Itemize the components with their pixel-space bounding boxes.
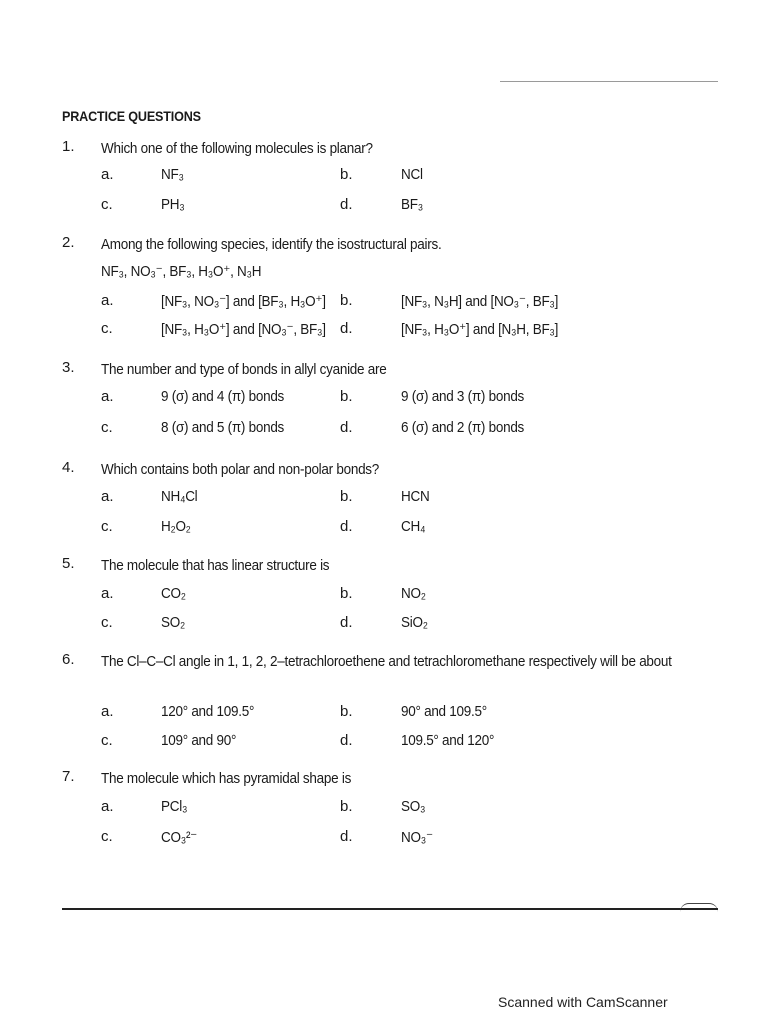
option-text: 9 (σ) and 4 (π) bonds: [161, 388, 285, 405]
options-row: [0, 388, 768, 410]
option-label: a.: [101, 585, 114, 602]
options-row: [0, 798, 768, 820]
option-text: H₂O₂: [161, 518, 191, 535]
option-text: [NF₃, H₃O⁺] and [N₃H, BF₃]: [401, 321, 559, 338]
question-text: The molecule which has pyramidal shape is: [101, 770, 352, 787]
option-text: 109.5° and 120°: [401, 732, 495, 749]
option-text: [NF₃, NO₃⁻] and [BF₃, H₃O⁺]: [161, 293, 326, 310]
option-text: 6 (σ) and 2 (π) bonds: [401, 419, 525, 436]
options-row: [0, 292, 768, 314]
option-text: 9 (σ) and 3 (π) bonds: [401, 388, 525, 405]
option-label: d.: [340, 614, 353, 631]
bottom-rule: [62, 908, 718, 910]
question-text: Which contains both polar and non-polar bonds?: [101, 461, 380, 478]
option-label: b.: [340, 703, 353, 720]
option-label: b.: [340, 585, 353, 602]
options-row: [0, 166, 768, 188]
option-label: b.: [340, 388, 353, 405]
options-row: [0, 828, 768, 850]
option-text: SO₂: [161, 614, 185, 631]
options-row: [0, 488, 768, 510]
option-text: NO₂: [401, 585, 426, 602]
option-label: c.: [101, 828, 113, 845]
options-row: [0, 518, 768, 540]
option-text: 8 (σ) and 5 (π) bonds: [161, 419, 285, 436]
option-text: [NF₃, H₃O⁺] and [NO₃⁻, BF₃]: [161, 321, 326, 338]
option-label: c.: [101, 614, 113, 631]
option-label: b.: [340, 798, 353, 815]
question-number: 1.: [62, 138, 75, 155]
option-label: c.: [101, 196, 113, 213]
option-text: HCN: [401, 488, 430, 505]
question-number: 6.: [62, 651, 75, 668]
option-text: BF₃: [401, 196, 423, 213]
question-number: 4.: [62, 459, 75, 476]
option-text: NO₃⁻: [401, 829, 433, 846]
option-text: CH₄: [401, 518, 426, 535]
question-number: 5.: [62, 555, 75, 572]
option-text: NH₄Cl: [161, 488, 198, 505]
option-text: SiO₂: [401, 614, 428, 631]
option-text: 120° and 109.5°: [161, 703, 255, 720]
options-row: [0, 703, 768, 725]
option-label: c.: [101, 320, 113, 337]
scanner-watermark: Scanned with CamScanner: [498, 994, 668, 1010]
option-label: d.: [340, 419, 353, 436]
option-label: c.: [101, 419, 113, 436]
option-label: b.: [340, 166, 353, 183]
option-label: a.: [101, 292, 114, 309]
option-label: d.: [340, 518, 353, 535]
option-text: CO₂: [161, 585, 186, 602]
option-label: a.: [101, 388, 114, 405]
option-text: CO₃²⁻: [161, 829, 198, 846]
option-label: a.: [101, 166, 114, 183]
question-text: The number and type of bonds in allyl cyanide are: [101, 361, 387, 378]
question-number: 2.: [62, 234, 75, 251]
option-label: d.: [340, 196, 353, 213]
option-text: PCl₃: [161, 798, 188, 815]
option-label: a.: [101, 488, 114, 505]
question-text: Among the following species, identify the isostructural pairs.: [101, 236, 442, 253]
top-rule: [500, 81, 718, 82]
option-text: NF₃: [161, 166, 184, 183]
option-label: d.: [340, 320, 353, 337]
page-curl: [680, 903, 718, 912]
options-row: [0, 732, 768, 754]
option-label: b.: [340, 488, 353, 505]
page-heading: PRACTICE QUESTIONS: [62, 108, 201, 124]
species-list: NF₃, NO₃⁻, BF₃, H₃O⁺, N₃H: [101, 263, 262, 280]
option-label: a.: [101, 703, 114, 720]
options-row: [0, 614, 768, 636]
option-label: c.: [101, 732, 113, 749]
options-row: [0, 419, 768, 441]
options-row: [0, 196, 768, 218]
question-number: 3.: [62, 359, 75, 376]
option-text: NCl: [401, 166, 423, 183]
option-text: SO₃: [401, 798, 426, 815]
option-text: PH₃: [161, 196, 185, 213]
question-text: The molecule that has linear structure is: [101, 557, 330, 574]
option-label: c.: [101, 518, 113, 535]
options-row: [0, 320, 768, 342]
option-text: 90° and 109.5°: [401, 703, 487, 720]
option-label: d.: [340, 828, 353, 845]
question-text: Which one of the following molecules is planar?: [101, 140, 373, 157]
options-row: [0, 585, 768, 607]
option-label: d.: [340, 732, 353, 749]
option-text: [NF₃, N₃H] and [NO₃⁻, BF₃]: [401, 293, 559, 310]
question-text: The Cl–C–Cl angle in 1, 1, 2, 2–tetrachloroethene and tetrachloromethane respectively will be about: [101, 653, 672, 670]
option-label: a.: [101, 798, 114, 815]
question-number: 7.: [62, 768, 75, 785]
option-text: 109° and 90°: [161, 732, 237, 749]
option-label: b.: [340, 292, 353, 309]
